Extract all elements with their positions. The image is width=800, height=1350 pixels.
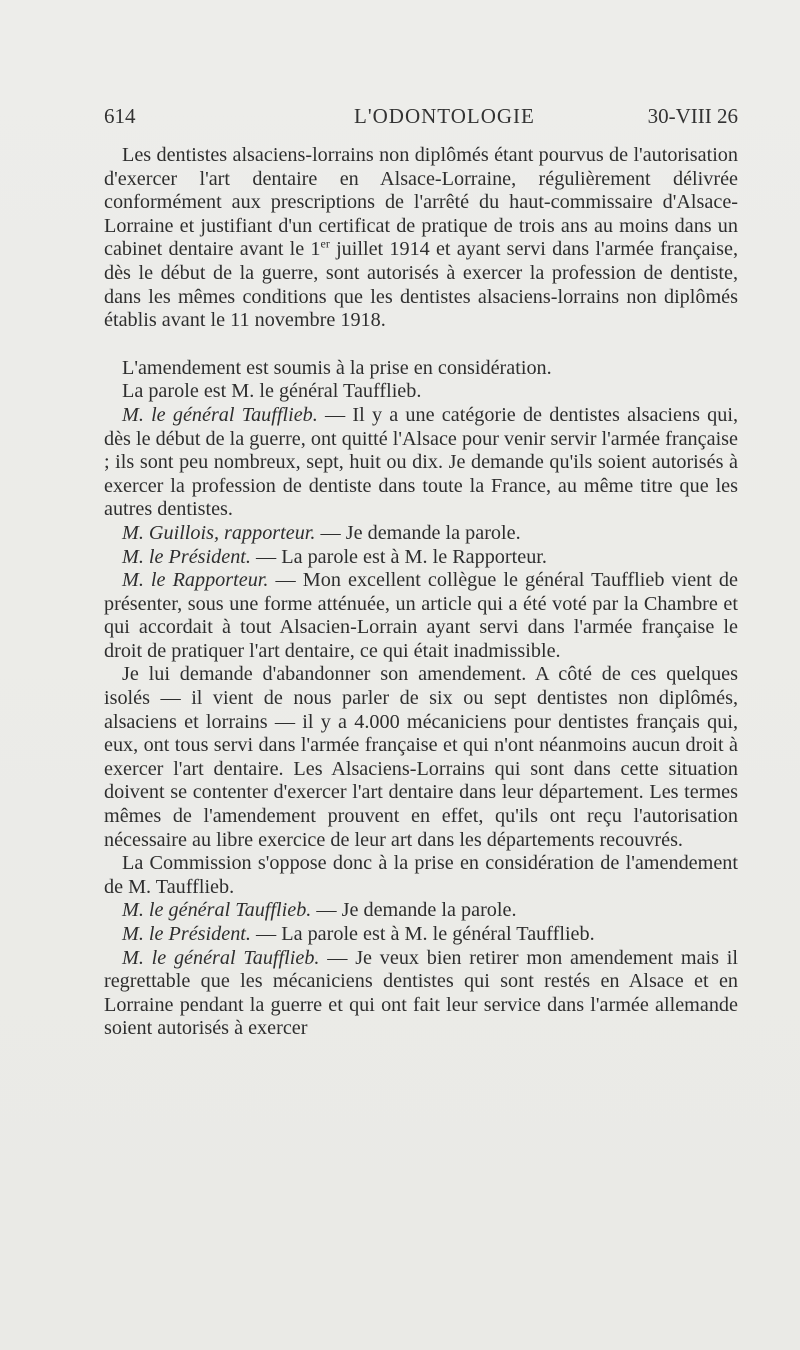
paragraph: M. le Rapporteur. — Mon excellent collègue le général Taufflieb vient de présenter, sous une forme atténuée, un article qui a été voté par la Chambre et qui accordait à tout Alsacien-Lorrain ayant servi dans l'armée française le droit de pratiquer l'art dentaire, ce qui était inadmissible. bbox=[104, 569, 738, 662]
issue-date: 30-VIII 26 bbox=[647, 104, 738, 128]
speaker-name: M. le Rapporteur. bbox=[122, 569, 269, 592]
paragraph: M. le général Taufflieb. — Je demande la parole. bbox=[122, 899, 517, 922]
article-body bbox=[104, 144, 738, 1041]
paragraph: La Commission s'oppose donc à la prise en considération de l'amendement de M. Taufflieb. bbox=[104, 852, 738, 898]
paragraph: M. le Président. — La parole est à M. le Rapporteur. bbox=[122, 545, 547, 568]
page-header bbox=[104, 104, 738, 134]
paragraph: Je lui demande d'abandonner son amendement. A côté de ces quelques isolés — il vient de nous parler de six ou sept dentistes non diplômés, alsaciens et lorrains — il y a 4.000 mécaniciens pour dentistes français qui, eux, ont tous servi dans l'armée française et qui n'ont néanmoins aucun droit à exercer l'art dentaire. Les Alsaciens-Lorrains qui sont dans cette situation doivent se contenter d'exercer l'art dentaire dans leur département. Les termes mêmes de l'amendement prouvent en effet, qu'ils ont reçu l'autorisation nécessaire au libre exercice de leur art dans les départements recouvrés. bbox=[104, 663, 738, 851]
paragraph: Les dentistes alsaciens-lorrains non diplômés étant pourvus de l'autorisation d'exercer l'art dentaire en Alsace-Lorraine, régulièrement délivrée conformément aux prescriptions de l'arrêté du haut-commissaire d'Alsace-Lorraine et justifiant d'un certificat de pratique de trois ans au moins dans un cabinet dentaire avant le 1er juillet 1914 et ayant servi dans l'armée française, dès le début de la guerre, sont autorisés à exercer la profession de dentiste, dans les mêmes conditions que les dentistes alsaciens-lorrains non diplômés établis avant le 11 novembre 1918. bbox=[104, 144, 738, 332]
speaker-name: M. le général Taufflieb. bbox=[122, 403, 318, 426]
speaker-name: M. Guillois, rapporteur. bbox=[122, 521, 316, 544]
paragraph: M. Guillois, rapporteur. — Je demande la parole. bbox=[122, 521, 521, 544]
paragraph: La parole est M. le général Taufflieb. bbox=[122, 380, 422, 403]
paragraph: M. le Président. — La parole est à M. le général Taufflieb. bbox=[122, 923, 595, 945]
paragraph: L'amendement est soumis à la prise en considération. bbox=[122, 356, 552, 379]
page-number: 614 bbox=[104, 104, 136, 128]
speaker-name: M. le Président. bbox=[122, 545, 251, 568]
journal-title: L'ODONTOLOGIE bbox=[354, 104, 535, 128]
paragraph: M. le général Taufflieb. — Il y a une catégorie de dentistes alsaciens qui, dès le début de la guerre, ont quitté l'Alsace pour venir servir l'armée française ; ils sont peu nombreux, sept, huit ou dix. Je demande qu'ils soient autorisés à exercer la profession de dentiste dans toute la France, au même titre que les autres dentistes. bbox=[104, 403, 738, 521]
speaker-name: M. le général Taufflieb. bbox=[122, 899, 312, 922]
speaker-name: M. le général Taufflieb. bbox=[122, 946, 320, 969]
speaker-name: M. le Président. bbox=[122, 923, 251, 945]
paragraph: M. le général Taufflieb. — Je veux bien retirer mon amendement mais il regrettable que les mécaniciens dentistes qui sont restés en Alsace et en Lorraine pendant la guerre et qui ont fait leur service dans l'armée allemande soient autorisés à exercer bbox=[104, 946, 738, 1040]
